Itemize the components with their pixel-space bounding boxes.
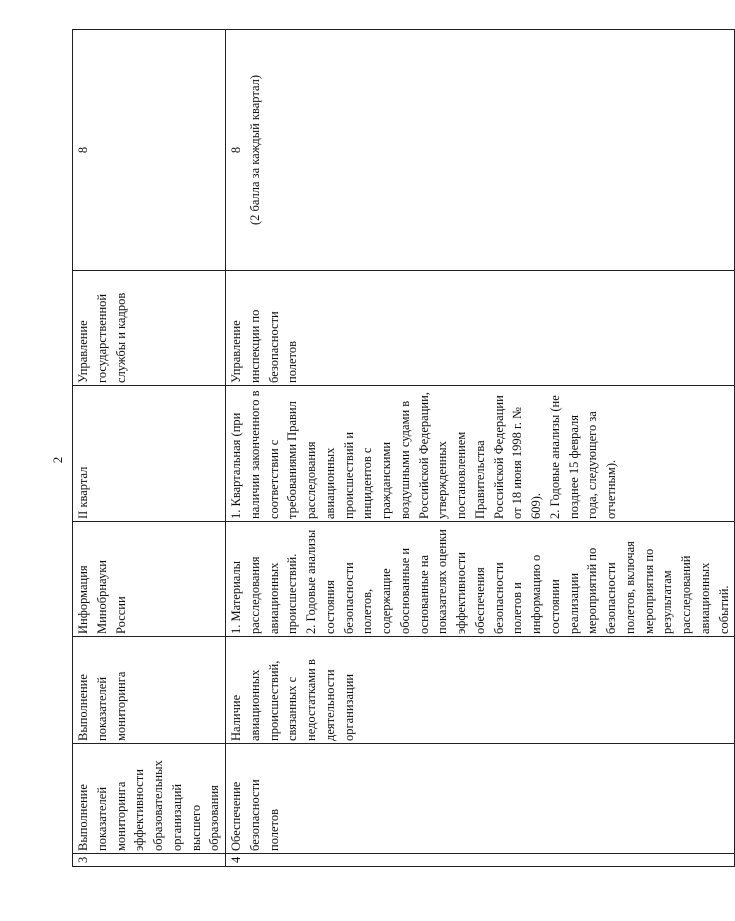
task-cell: Обеспечение безопасности полетов [226,744,735,854]
period-item: 2. Годовые анализы (не позднее 15 февраля года, следующего за отчетным). [547,395,618,519]
row-number: 3 [73,854,226,867]
points-value: 8 [76,146,90,154]
source-cell [226,522,735,637]
indicator-cell: Наличие авиационных происшествий, связанных с недостатками в деятельности организации [226,637,735,744]
document-table-area [72,30,731,867]
task-cell: Выполнение показателей мониторинга эффективности образовательных организаций высшего образования [73,744,226,854]
points-note: (2 балла за каждый квартал) [247,74,262,226]
page-number: 2 [50,456,65,464]
points-cell [73,30,226,271]
period-cell: II квартал [73,386,226,522]
row-number: 4 [226,854,735,867]
source-cell: Информация Минобрнауки России [73,522,226,637]
period-item: 1. Квартальная (при наличии законченного в соответствии с требованиями Правил расследования авиационных происшествий и инцидентов с гражданскими воздушными судами в Российской Федерации, утвержденных постановлением Правительства Российской Федерации от 18 июня 1998 г. № 609). [229,390,543,519]
source-item: 1. Материалы расследования авиационных происшествий. [229,553,300,634]
responsible-cell: Управление государственной службы и кадров [73,271,226,386]
source-item: 2. Годовые анализы состояния безопасности полетов, содержащие обоснованные и основанные на показателях оценки эффективности обеспечения безопасности полетов и информацию о состоянии реализации мероприятий по безопасности полетов, включая мероприятия по результатам расследований авиационных событий. [304,529,731,634]
table-row [226,30,735,867]
monitoring-table [72,29,735,867]
indicator-cell: Выполнение показателей мониторинга [73,637,226,744]
responsible-cell: Управление инспекции по безопасности полетов [226,271,735,386]
table-row [73,30,226,867]
points-cell [226,30,735,271]
period-cell [226,386,735,522]
points-value: 8 [229,146,243,154]
